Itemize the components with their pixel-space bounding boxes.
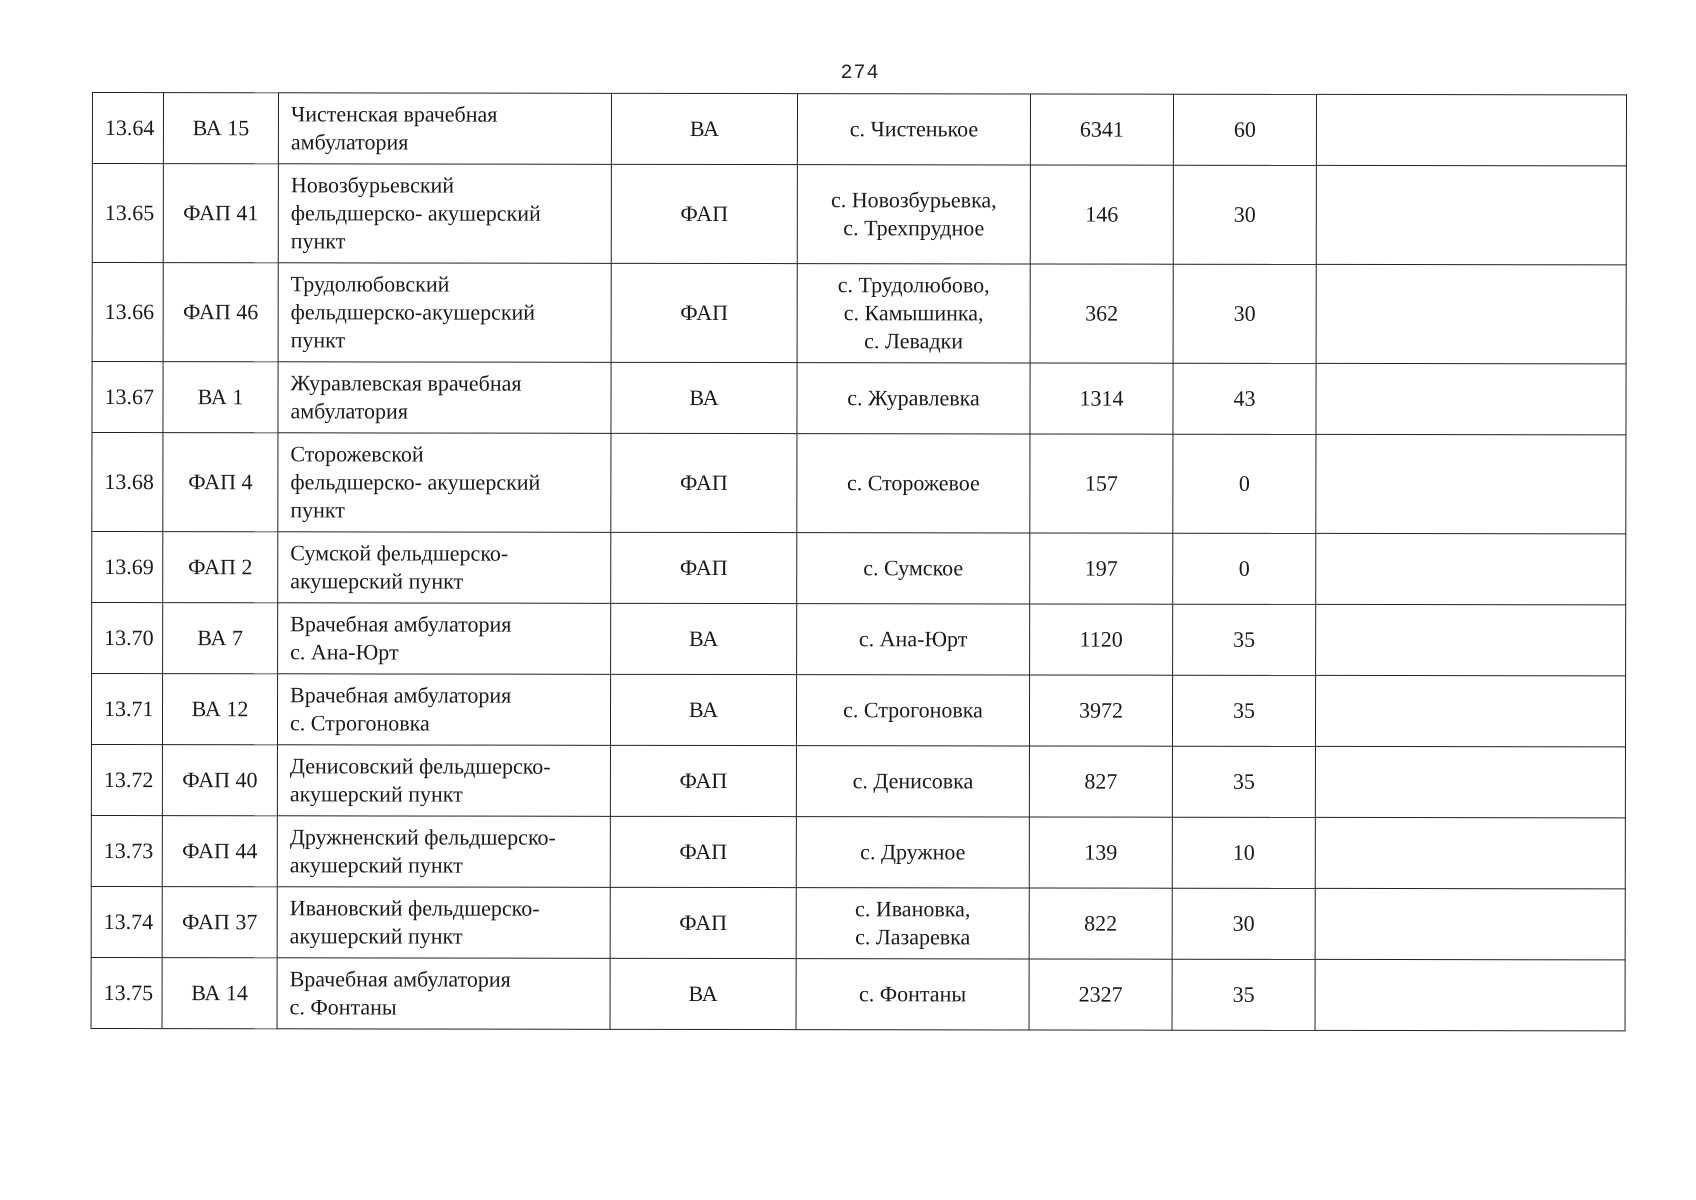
facility-name-cell: [277, 674, 610, 746]
facility-name-cell-line: Денисовский фельдшерско-: [289, 753, 551, 779]
empty-cell: [1315, 746, 1625, 817]
table-row: [91, 674, 1625, 747]
facility-code-cell: ФАП 44: [162, 816, 277, 887]
row-number-cell: 13.74: [91, 886, 162, 957]
table-row: [92, 433, 1626, 534]
facility-name-cell: [277, 816, 610, 888]
table-row: [92, 164, 1626, 265]
locality-cell-line: с. Журавлевка: [847, 385, 980, 411]
empty-cell: [1315, 817, 1625, 888]
facility-code-cell: ФАП 40: [162, 745, 277, 816]
facility-name-cell-line: Новозбурьевский: [290, 172, 455, 198]
empty-cell: [1316, 363, 1626, 434]
locality-cell-line: с. Новозбурьевка,: [830, 187, 997, 213]
locality-cell: [797, 264, 1030, 363]
facility-type-cell: ВА: [611, 362, 797, 433]
locality-cell: [796, 817, 1029, 888]
facility-name-cell-line: Врачебная амбулатория: [290, 611, 512, 637]
population-cell: 827: [1029, 746, 1172, 817]
facility-name-cell: [277, 887, 610, 959]
facility-name-cell-line: пункт: [290, 327, 346, 353]
facility-name-cell-line: акушерский пункт: [289, 781, 463, 807]
population-cell: 6341: [1030, 94, 1173, 165]
table-row: [91, 957, 1625, 1030]
facility-name-cell-line: с. Ана-Юрт: [290, 639, 399, 665]
facility-name-cell-line: пункт: [290, 497, 345, 523]
locality-cell-line: с. Строгоновка: [843, 697, 983, 723]
facility-type-cell: ВА: [610, 958, 796, 1029]
table-row: [91, 745, 1625, 818]
population-cell: 1120: [1030, 604, 1173, 675]
facility-code-cell: ФАП 41: [163, 164, 278, 263]
population-cell: 3972: [1029, 675, 1172, 746]
locality-cell-line: с. Лазаревка: [855, 924, 971, 950]
facility-type-cell: ВА: [611, 93, 797, 164]
empty-cell: [1316, 94, 1626, 165]
empty-cell: [1315, 888, 1625, 959]
empty-cell: [1316, 165, 1626, 264]
locality-cell-line: с. Ивановка,: [855, 896, 971, 922]
row-number-cell: 13.75: [91, 957, 162, 1028]
value-cell: 35: [1172, 675, 1315, 746]
locality-cell-line: с. Трудолюбово,: [837, 272, 990, 298]
value-cell: 30: [1172, 888, 1315, 959]
row-number-cell: 13.72: [91, 745, 162, 816]
empty-cell: [1316, 604, 1626, 675]
facility-type-cell: ФАП: [610, 887, 796, 958]
population-cell: 139: [1029, 817, 1172, 888]
facility-type-cell: ФАП: [611, 532, 797, 603]
locality-cell: [797, 533, 1030, 604]
facility-name-cell-line: Журавлевская врачебная: [290, 370, 522, 396]
table-row: [92, 263, 1626, 364]
facility-name-cell-line: Дружненский фельдшерско-: [289, 824, 556, 850]
facility-code-cell: ВА 12: [162, 674, 277, 745]
facility-name-cell: [278, 433, 611, 533]
facility-code-cell: ФАП 46: [163, 263, 278, 362]
facility-name-cell-line: Чистенская врачебная: [290, 101, 498, 127]
value-cell: 35: [1172, 959, 1315, 1030]
facility-type-cell: ФАП: [610, 816, 796, 887]
facility-name-cell: [278, 603, 611, 675]
facility-name-cell: [278, 93, 611, 165]
facility-name-cell: [278, 263, 611, 363]
empty-cell: [1316, 434, 1626, 533]
value-cell: 0: [1173, 434, 1316, 533]
table-row: [92, 93, 1626, 166]
value-cell: 30: [1173, 264, 1316, 363]
facility-name-cell-line: акушерский пункт: [290, 568, 464, 594]
facility-type-cell: ВА: [611, 603, 797, 674]
facility-name-cell-line: Врачебная амбулатория: [290, 682, 512, 708]
empty-cell: [1315, 959, 1625, 1030]
table-row: [92, 532, 1626, 605]
locality-cell-line: с. Камышинка,: [843, 300, 984, 326]
facility-name-cell-line: с. Строгоновка: [289, 710, 430, 736]
locality-cell-line: с. Чистенькое: [849, 116, 979, 142]
row-number-cell: 13.66: [92, 263, 163, 362]
population-cell: 1314: [1030, 363, 1173, 434]
value-cell: 30: [1173, 165, 1316, 264]
row-number-cell: 13.69: [92, 532, 163, 603]
facility-name-cell-line: пункт: [290, 228, 346, 254]
value-cell: 0: [1173, 533, 1316, 604]
facility-name-cell: [278, 164, 611, 264]
population-cell: 146: [1030, 165, 1173, 264]
facility-code-cell: ВА 1: [163, 362, 278, 433]
facility-name-cell-line: акушерский пункт: [289, 852, 463, 878]
locality-cell-line: с. Трехпрудное: [843, 215, 985, 241]
facility-code-cell: ВА 7: [163, 603, 278, 674]
population-cell: 157: [1030, 434, 1173, 533]
value-cell: 35: [1172, 746, 1315, 817]
value-cell: 43: [1173, 363, 1316, 434]
locality-cell-line: с. Денисовка: [852, 768, 974, 794]
facility-name-cell-line: Сумской фельдшерско-: [290, 540, 509, 566]
value-cell: 60: [1173, 94, 1316, 165]
locality-cell: [796, 746, 1029, 817]
facility-type-cell: ВА: [610, 674, 796, 745]
table-row: [92, 362, 1626, 435]
population-cell: 362: [1030, 264, 1173, 363]
facility-code-cell: ВА 14: [162, 958, 277, 1029]
facility-name-cell-line: с. Фонтаны: [289, 994, 397, 1020]
row-number-cell: 13.71: [91, 674, 162, 745]
table-row: [91, 886, 1625, 959]
facility-type-cell: ФАП: [611, 263, 797, 362]
facility-name-cell-line: акушерский пункт: [289, 923, 463, 949]
facility-name-cell: [278, 362, 611, 434]
facility-name-cell-line: фельдшерско- акушерский: [290, 200, 541, 226]
facility-type-cell: ФАП: [611, 164, 797, 263]
locality-cell: [797, 165, 1030, 264]
locality-cell: [797, 604, 1030, 675]
row-number-cell: 13.73: [91, 815, 162, 886]
row-number-cell: 13.64: [92, 93, 163, 164]
facility-code-cell: ФАП 4: [163, 433, 278, 532]
facility-code-cell: ВА 15: [163, 93, 278, 164]
facility-name-cell: [278, 532, 611, 604]
facility-name-cell-line: фельдшерско-акушерский: [290, 299, 536, 325]
value-cell: 35: [1173, 604, 1316, 675]
locality-cell-line: с. Левадки: [864, 328, 964, 354]
facility-code-cell: ФАП 37: [162, 887, 277, 958]
row-number-cell: 13.70: [92, 603, 163, 674]
locality-cell: [796, 959, 1029, 1030]
row-number-cell: 13.65: [92, 164, 163, 263]
table-row: [92, 603, 1626, 676]
locality-cell: [797, 363, 1030, 434]
facility-type-cell: ФАП: [610, 745, 796, 816]
value-cell: 10: [1172, 817, 1315, 888]
table-row: [91, 815, 1625, 888]
facility-name-cell-line: Ивановский фельдшерско-: [289, 895, 540, 921]
facility-name-cell: [277, 745, 610, 817]
facility-name-cell-line: амбулатория: [290, 398, 408, 424]
row-number-cell: 13.67: [92, 362, 163, 433]
page-number: 274: [840, 62, 880, 85]
locality-cell-line: с. Дружное: [860, 839, 966, 865]
empty-cell: [1315, 675, 1625, 746]
population-cell: 197: [1030, 533, 1173, 604]
facility-name-cell-line: Трудолюбовский: [290, 271, 450, 297]
locality-cell-line: с. Фонтаны: [859, 981, 967, 1007]
locality-cell: [797, 434, 1030, 533]
population-cell: 2327: [1029, 959, 1172, 1030]
facility-code-cell: ФАП 2: [163, 532, 278, 603]
locality-cell: [796, 888, 1029, 959]
empty-cell: [1316, 264, 1626, 363]
locality-cell: [797, 94, 1030, 165]
facility-name-cell: [277, 958, 610, 1030]
locality-cell-line: с. Сумское: [863, 555, 964, 581]
population-cell: 822: [1029, 888, 1172, 959]
facility-name-cell-line: фельдшерско- акушерский: [290, 469, 541, 495]
locality-cell-line: с. Ана-Юрт: [858, 626, 968, 652]
row-number-cell: 13.68: [92, 433, 163, 532]
locality-cell: [796, 675, 1029, 746]
facility-name-cell-line: Врачебная амбулатория: [289, 966, 511, 992]
facility-type-cell: ФАП: [611, 433, 797, 532]
facility-name-cell-line: Сторожевской: [290, 441, 424, 467]
locality-cell-line: с. Сторожевое: [846, 470, 980, 496]
empty-cell: [1316, 533, 1626, 604]
table-body: [91, 93, 1626, 1031]
facility-name-cell-line: амбулатория: [290, 129, 409, 155]
medical-facilities-table: [91, 92, 1627, 1031]
